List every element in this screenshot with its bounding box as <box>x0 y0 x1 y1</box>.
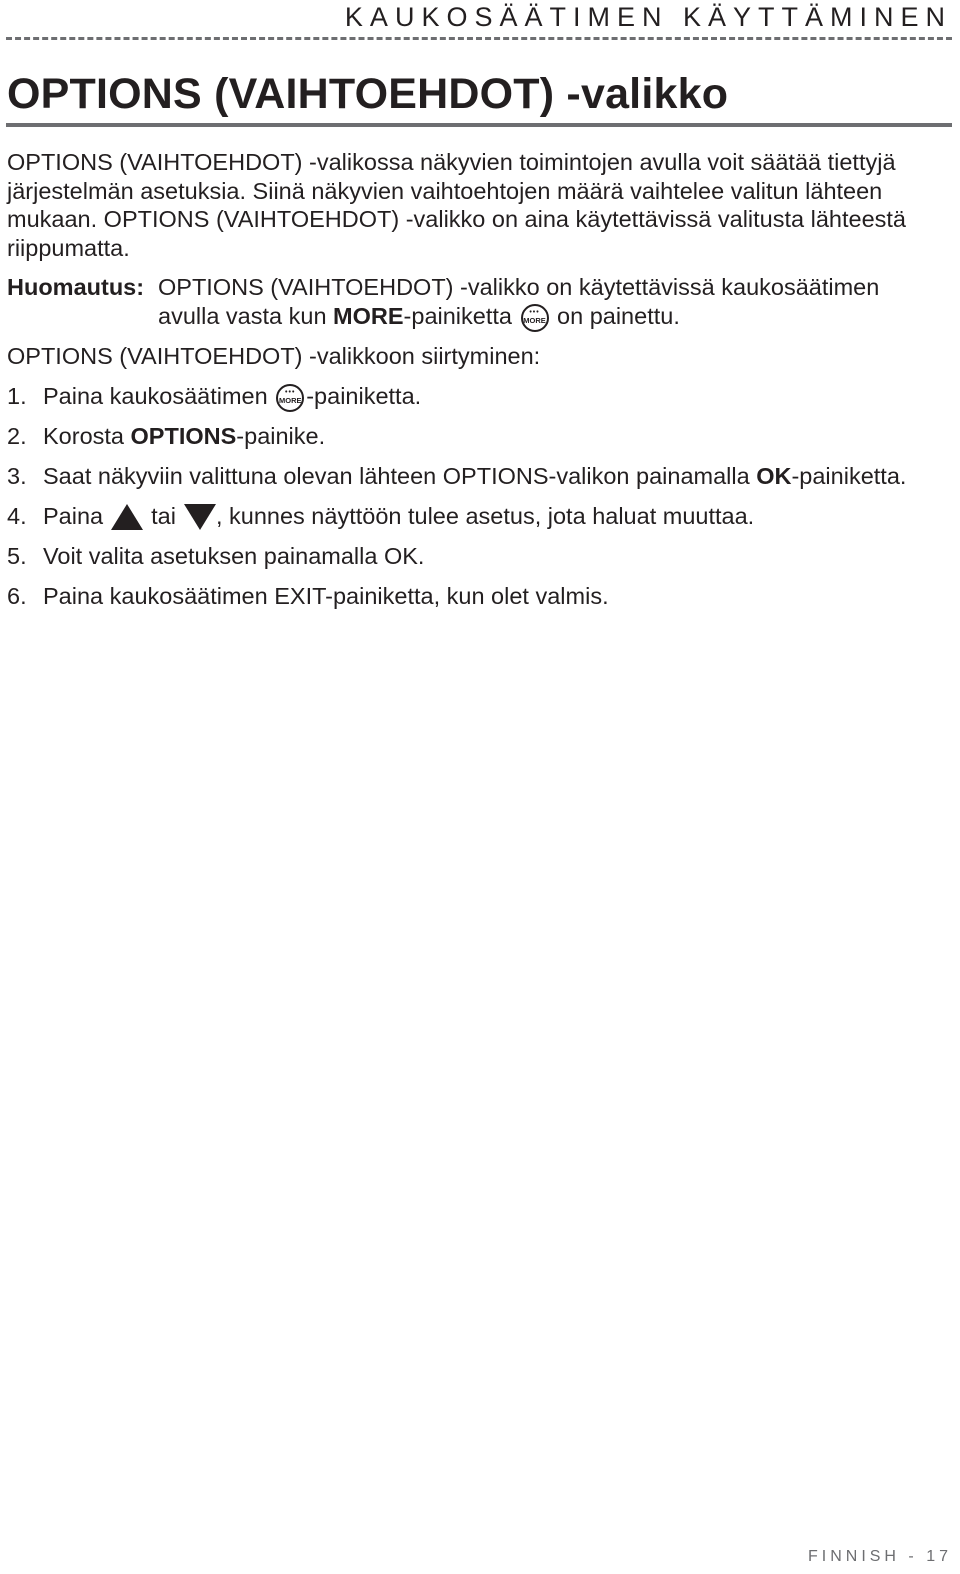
step-bold: OK <box>756 463 792 489</box>
note-label: Huomautus: <box>7 274 145 300</box>
steps-list <box>7 382 906 622</box>
down-arrow-icon <box>184 504 216 530</box>
more-button-icon <box>521 304 549 332</box>
step-5 <box>7 542 906 582</box>
step-text: tai <box>151 503 176 529</box>
note-text <box>158 273 920 332</box>
step-number: 1. <box>7 383 27 409</box>
step-text: Paina kaukosäätimen EXIT-painiketta, kun olet valmis. <box>43 583 609 609</box>
step-text: -painiketta. <box>306 383 422 409</box>
note-text-before: OPTIONS (VAIHTOEHDOT) -valikko on käytettävissä kaukosäätimen avulla vasta kun <box>158 274 880 329</box>
more-icon-dots: ••• <box>529 308 540 316</box>
step-2 <box>7 422 906 462</box>
up-arrow-icon <box>111 504 143 530</box>
step-text: -painike. <box>236 423 326 449</box>
note-text-mid: -painiketta <box>403 302 519 329</box>
step-text: Saat näkyviin valittuna olevan lähteen OPTIONS-valikon painamalla <box>43 463 757 489</box>
step-text: , kunnes näyttöön tulee asetus, jota haluat muuttaa. <box>215 503 755 529</box>
more-button-icon <box>276 384 304 412</box>
step-text: -painiketta. <box>791 463 907 489</box>
step-number: 5. <box>7 543 27 569</box>
more-icon-label: MORE <box>278 396 302 405</box>
steps-lead-in: OPTIONS (VAIHTOEHDOT) -valikkoon siirtyminen: <box>7 343 541 369</box>
more-icon-label: MORE <box>523 315 546 325</box>
step-number: 6. <box>7 583 27 609</box>
step-text: Paina kaukosäätimen <box>43 383 275 409</box>
header-divider <box>6 37 952 40</box>
step-number: 2. <box>7 423 27 449</box>
step-1 <box>7 382 906 422</box>
intro-paragraph: OPTIONS (VAIHTOEHDOT) -valikossa näkyvien toimintojen avulla voit säätää tiettyjä järjestelmän asetuksia. Siinä näkyvien vaihtoehtojen määrä vaihtelee valitun lähteen mukaan. OPTIONS (VAIHTOEHDOT) -valikko on aina käytettävissä valitusta lähteestä riippumatta. <box>7 149 906 261</box>
step-3 <box>7 462 906 502</box>
title-divider <box>6 123 952 127</box>
page-title: OPTIONS (VAIHTOEHDOT) -valikko <box>7 70 729 118</box>
step-4 <box>7 502 906 542</box>
step-number: 4. <box>7 503 27 529</box>
step-6 <box>7 582 906 622</box>
page-footer: FINNISH - 17 <box>807 1548 952 1565</box>
more-icon-dots: ••• <box>285 389 296 396</box>
step-text: Paina <box>43 503 104 529</box>
note-text-after: on painettu. <box>550 302 680 329</box>
step-number: 3. <box>7 463 27 489</box>
step-bold: OPTIONS <box>130 423 237 449</box>
step-text: Voit valita asetuksen painamalla OK. <box>43 543 425 569</box>
section-header: KAUKOSÄÄTIMEN KÄYTTÄMINEN <box>344 2 952 32</box>
step-text: Korosta <box>43 423 131 449</box>
note-bold-more: MORE <box>333 302 404 329</box>
